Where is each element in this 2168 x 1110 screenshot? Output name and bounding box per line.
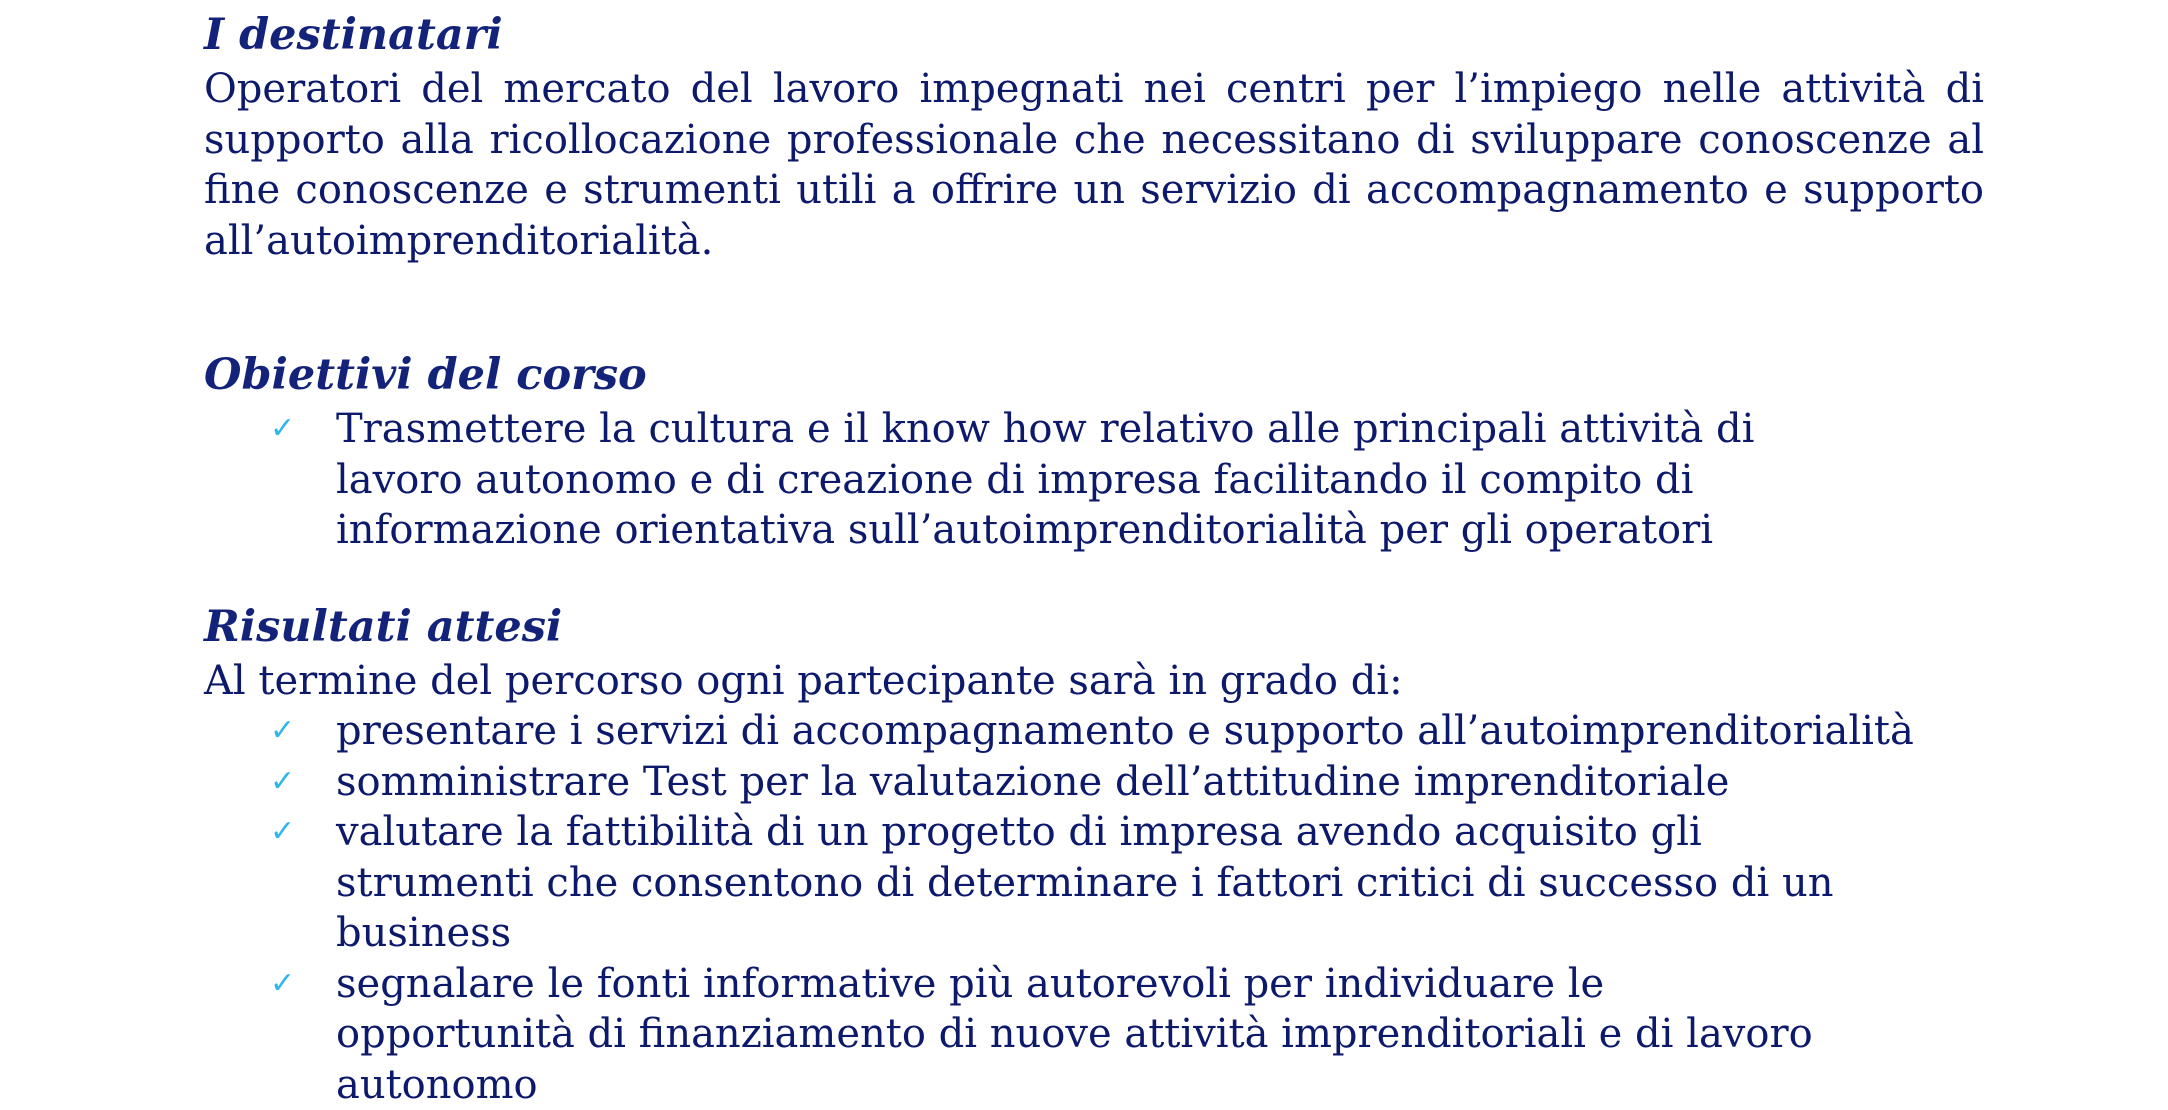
- list-item: [204, 757, 1984, 808]
- spacer: [204, 266, 1984, 346]
- spacer: [204, 556, 1984, 598]
- section-heading-destinatari: I destinatari: [204, 6, 1984, 64]
- section-obiettivi: [204, 346, 1984, 556]
- check-mark-icon: ✓: [270, 706, 295, 756]
- list-item-text: segnalare le fonti informative più autorevoli per individuare le opportunità di finanziamento di nuove attività imprenditoriali e di lavoro autonomo: [336, 961, 1813, 1108]
- list-item: [204, 807, 1896, 959]
- check-mark-icon: ✓: [270, 959, 295, 1009]
- check-mark-icon: ✓: [270, 404, 295, 454]
- list-item: [204, 706, 1984, 757]
- section-risultati: [204, 598, 1984, 1110]
- list-item: [204, 959, 1836, 1110]
- obiettivi-list: [204, 404, 1984, 556]
- list-item-text: valutare la fattibilità di un progetto di impresa avendo acquisito gli strumenti che consentono di determinare i fattori critici di successo di un business: [336, 809, 1833, 956]
- list-item: [204, 404, 1776, 556]
- list-item-text: presentare i servizi di accompagnamento e supporto all’autoimprenditorialità: [336, 708, 1914, 754]
- risultati-intro: Al termine del percorso ogni partecipante sarà in grado di:: [204, 656, 1984, 707]
- section-heading-risultati: Risultati attesi: [204, 598, 1984, 656]
- check-mark-icon: ✓: [270, 807, 295, 857]
- list-item-text: Trasmettere la cultura e il know how relativo alle principali attività di lavoro autonomo e di creazione di impresa facilitando il compito di informazione orientativa sull’autoimprenditorialità per gli operatori: [336, 406, 1754, 553]
- check-mark-icon: ✓: [270, 757, 295, 807]
- destinatari-paragraph: Operatori del mercato del lavoro impegnati nei centri per l’impiego nelle attività di supporto alla ricollocazione professionale che necessitano di sviluppare conoscenze al fine conoscenze e strumenti utili a offrire un servizio di accompagnamento e supporto all’autoimprenditorialità.: [204, 64, 1984, 266]
- list-item-text: somministrare Test per la valutazione dell’attitudine imprenditoriale: [336, 759, 1729, 805]
- section-destinatari: [204, 6, 1984, 266]
- document-page: [204, 6, 1984, 1110]
- risultati-list: [204, 706, 1984, 1110]
- section-heading-obiettivi: Obiettivi del corso: [204, 346, 1984, 404]
